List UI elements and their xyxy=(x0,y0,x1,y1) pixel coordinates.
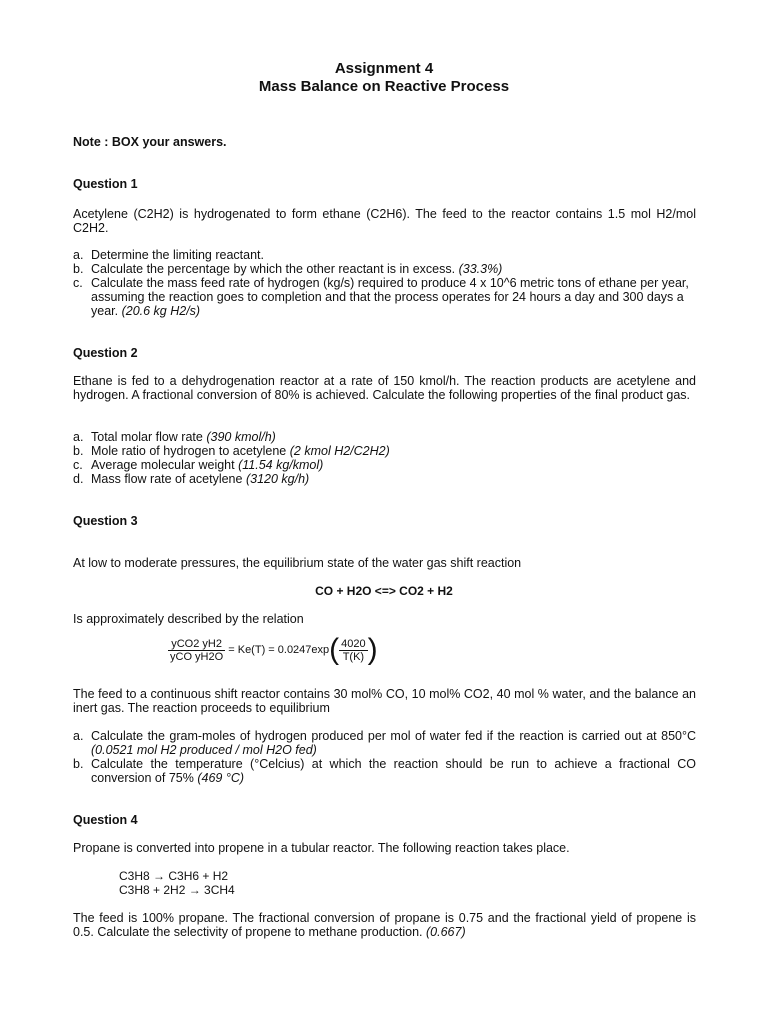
q2-item-d xyxy=(73,472,696,486)
page-subtitle: Mass Balance on Reactive Process xyxy=(258,78,510,95)
item-text: Mass flow rate of acetylene xyxy=(91,472,243,486)
formula-lhs-fraction xyxy=(168,638,225,663)
item-label: b. xyxy=(73,262,84,276)
item-text: Total molar flow rate xyxy=(91,430,203,444)
question-2-stem: Ethane is fed to a dehydrogenation reactor at a rate of 150 kmol/h. The reaction products are acetylene and hydrogen. A fractional conversion of 80% is achieved. Calculate the following properties of the final product gas. xyxy=(73,374,696,402)
item-text: Average molecular weight xyxy=(91,458,235,472)
relation-intro: Is approximately described by the relation xyxy=(73,612,304,626)
item-label: a. xyxy=(73,729,84,743)
question-4-body xyxy=(73,911,696,939)
item-text: Mole ratio of hydrogen to acetylene xyxy=(91,444,287,458)
q2-item-a xyxy=(73,430,696,444)
item-label: b. xyxy=(73,757,84,771)
left-paren: ( xyxy=(329,633,340,666)
item-answer: (390 kmol/h) xyxy=(206,430,276,444)
item-answer: (469 °C) xyxy=(197,771,245,785)
reaction-1: C3H8 → C3H6 + H2 xyxy=(119,869,229,883)
item-label: a. xyxy=(73,248,84,262)
formula-lhs-numerator: yCO2 yH2 xyxy=(171,637,222,650)
q1-item-c xyxy=(73,276,696,318)
item-text: Calculate the gram-moles of hydrogen produced per mol of water fed if the reaction is carried out at 850°C xyxy=(91,729,696,743)
q2-item-c xyxy=(73,458,696,472)
question-3-heading: Question 3 xyxy=(73,514,138,528)
q4-body-text: The feed is 100% propane. The fractional conversion of propane is 0.75 and the fractional yield of propene is 0.5. Calculate the selectivity of propene to methane production. xyxy=(73,911,696,939)
question-1-stem xyxy=(73,207,696,235)
question-2-heading: Question 2 xyxy=(73,346,138,360)
formula-exp-denominator: T(K) xyxy=(339,650,367,663)
item-label: b. xyxy=(73,444,84,458)
page-title: Assignment 4 xyxy=(334,60,434,77)
formula-rhs: = Ke(T) = 0.0247exp xyxy=(228,643,330,656)
formula-exp-numerator: 4020 xyxy=(341,637,366,650)
item-answer: (2 kmol H2/C2H2) xyxy=(289,444,390,458)
item-answer: (33.3%) xyxy=(458,262,503,276)
question-1-heading: Question 1 xyxy=(73,177,138,191)
q4-answer: (0.667) xyxy=(426,925,466,939)
item-answer: (0.0521 mol H2 produced / mol H2O fed) xyxy=(91,743,317,757)
item-label: c. xyxy=(73,276,83,290)
item-label: d. xyxy=(73,472,84,486)
item-label: c. xyxy=(73,458,83,472)
q3-item-a xyxy=(73,729,696,757)
item-text: Calculate the mass feed rate of hydrogen (kg/s) required to produce 4 x 10^6 metric tons of ethane per year, assuming the reaction goes to completion and that the process operates for 24 hours a day and 300 days a year. xyxy=(91,276,689,318)
question-4-intro: Propane is converted into propene in a tubular reactor. The following reaction takes place. xyxy=(73,841,570,855)
item-answer: (11.54 kg/kmol) xyxy=(238,458,324,472)
item-text: Calculate the temperature (°Celcius) at which the reaction should be run to achieve a fractional CO conversion of 75% xyxy=(91,757,696,785)
right-paren: ) xyxy=(367,633,378,666)
q1-item-a xyxy=(73,248,696,262)
q1-stem-text: Acetylene (C2H2) is hydrogenated to form ethane (C2H6). The feed to the reactor contains 1.5 mol H2/mol C2H2. xyxy=(73,207,696,235)
q1-item-b xyxy=(73,262,696,276)
formula-lhs-denominator: yCO yH2O xyxy=(170,650,224,663)
question-4-heading: Question 4 xyxy=(73,813,138,827)
note: Note : BOX your answers. xyxy=(73,135,227,149)
item-text: Determine the limiting reactant. xyxy=(91,248,264,262)
item-text: Calculate the percentage by which the other reactant is in excess. xyxy=(91,262,456,276)
water-gas-shift-reaction: CO + H2O <=> CO2 + H2 xyxy=(315,584,453,598)
question-3-intro: At low to moderate pressures, the equilibrium state of the water gas shift reaction xyxy=(73,556,522,570)
q2-item-b xyxy=(73,444,696,458)
formula-exp-fraction xyxy=(339,638,367,663)
feed-description: The feed to a continuous shift reactor contains 30 mol% CO, 10 mol% CO2, 40 mol % water, and the balance an inert gas. The reaction proceeds to equilibrium xyxy=(73,687,696,715)
item-answer: (3120 kg/h) xyxy=(245,472,310,486)
reaction-2: C3H8 + 2H2 → 3CH4 xyxy=(119,883,235,897)
item-label: a. xyxy=(73,430,84,444)
q3-item-b xyxy=(73,757,696,785)
item-answer: (20.6 kg H2/s) xyxy=(121,304,201,318)
equilibrium-formula xyxy=(168,633,378,666)
